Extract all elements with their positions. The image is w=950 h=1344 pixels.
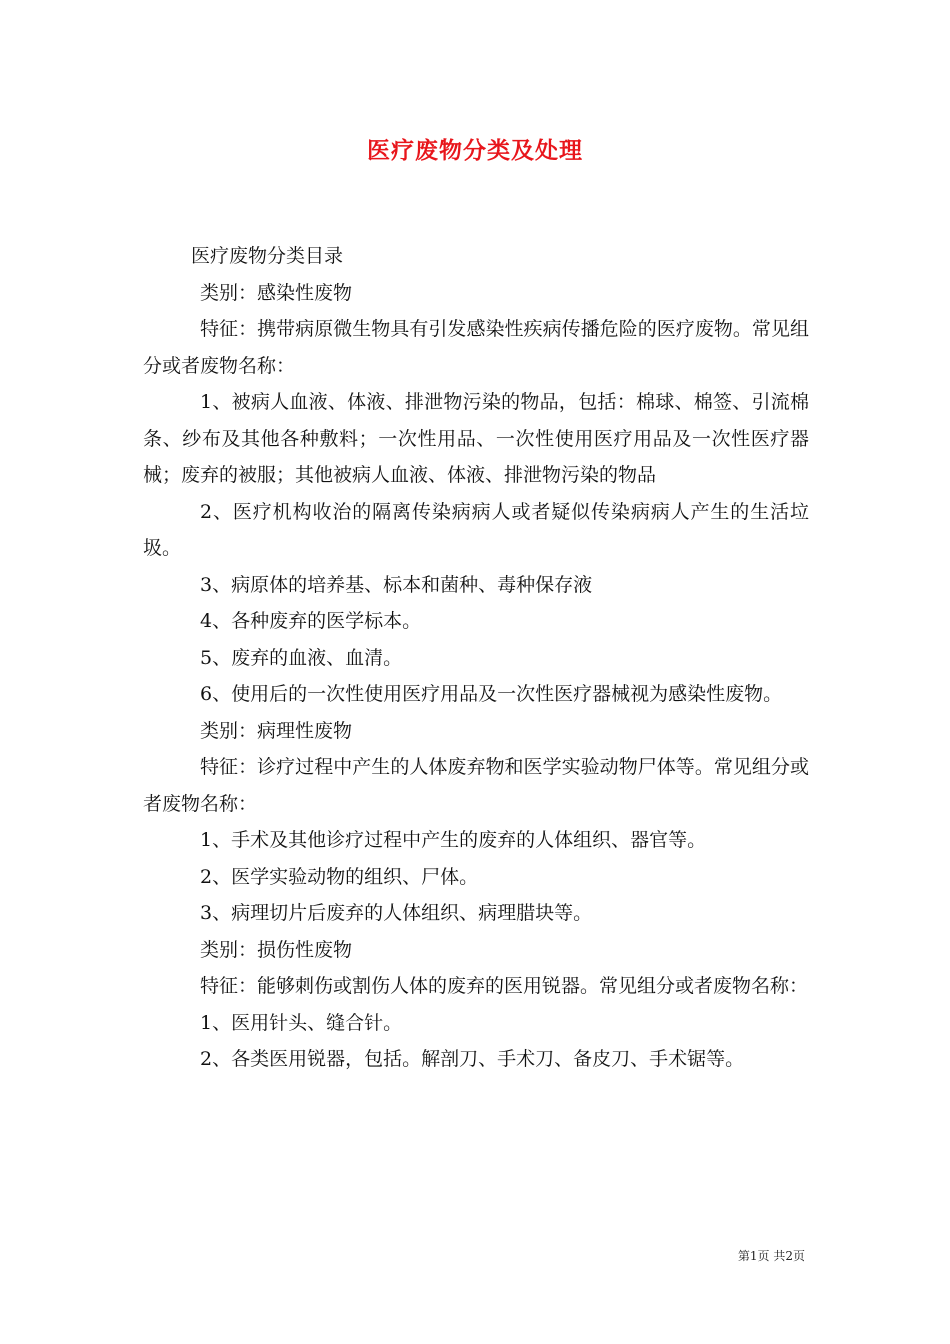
list-item: 1、被病人血液、体液、排泄物污染的物品，包括：棉球、棉签、引流棉条、纱布及其他各种敷料；一次性用品、一次性使用医疗用品及一次性医疗器械；废弃的被服；其他被病人血液、体液、排泄物污染的物品 <box>143 391 809 486</box>
list-item: 2、各类医用锐器，包括。解剖刀、手术刀、备皮刀、手术锯等。 <box>200 1048 745 1070</box>
list-item: 3、病理切片后废弃的人体组织、病理腊块等。 <box>200 902 593 924</box>
list-item: 4、各种废弃的医学标本。 <box>200 610 422 632</box>
list-item: 2、医学实验动物的组织、尸体。 <box>200 865 479 888</box>
category-sharps: 类别：损伤性废物 <box>200 938 353 961</box>
feature-sharps: 特征：能够刺伤或割伤人体的废弃的医用锐器。常见组分或者废物名称： <box>200 975 809 997</box>
category-pathological: 类别：病理性废物 <box>200 719 353 742</box>
list-item: 6、使用后的一次性使用医疗用品及一次性医疗器械视为感染性废物。 <box>200 683 783 705</box>
feature-infectious: 特征：携带病原微生物具有引发感染性疾病传播危险的医疗废物。常见组分或者废物名称： <box>143 318 809 377</box>
document-title: 医疗废物分类及处理 <box>367 137 583 164</box>
list-item: 1、手术及其他诊疗过程中产生的废弃的人体组织、器官等。 <box>200 829 707 851</box>
list-item: 5、废弃的血液、血清。 <box>200 646 403 669</box>
page-number: 第1页 共2页 <box>737 1249 805 1263</box>
catalog-heading: 医疗废物分类目录 <box>191 245 344 267</box>
feature-pathological: 特征：诊疗过程中产生的人体废弃物和医学实验动物尸体等。常见组分或者废物名称： <box>143 756 809 815</box>
document-body <box>143 238 809 1078</box>
list-item: 1、医用针头、缝合针。 <box>200 1011 403 1034</box>
category-infectious: 类别：感染性废物 <box>200 281 353 304</box>
list-item: 3、病原体的培养基、标本和菌种、毒种保存液 <box>200 573 593 596</box>
list-item: 2、医疗机构收治的隔离传染病病人或者疑似传染病病人产生的生活垃圾。 <box>143 500 809 559</box>
